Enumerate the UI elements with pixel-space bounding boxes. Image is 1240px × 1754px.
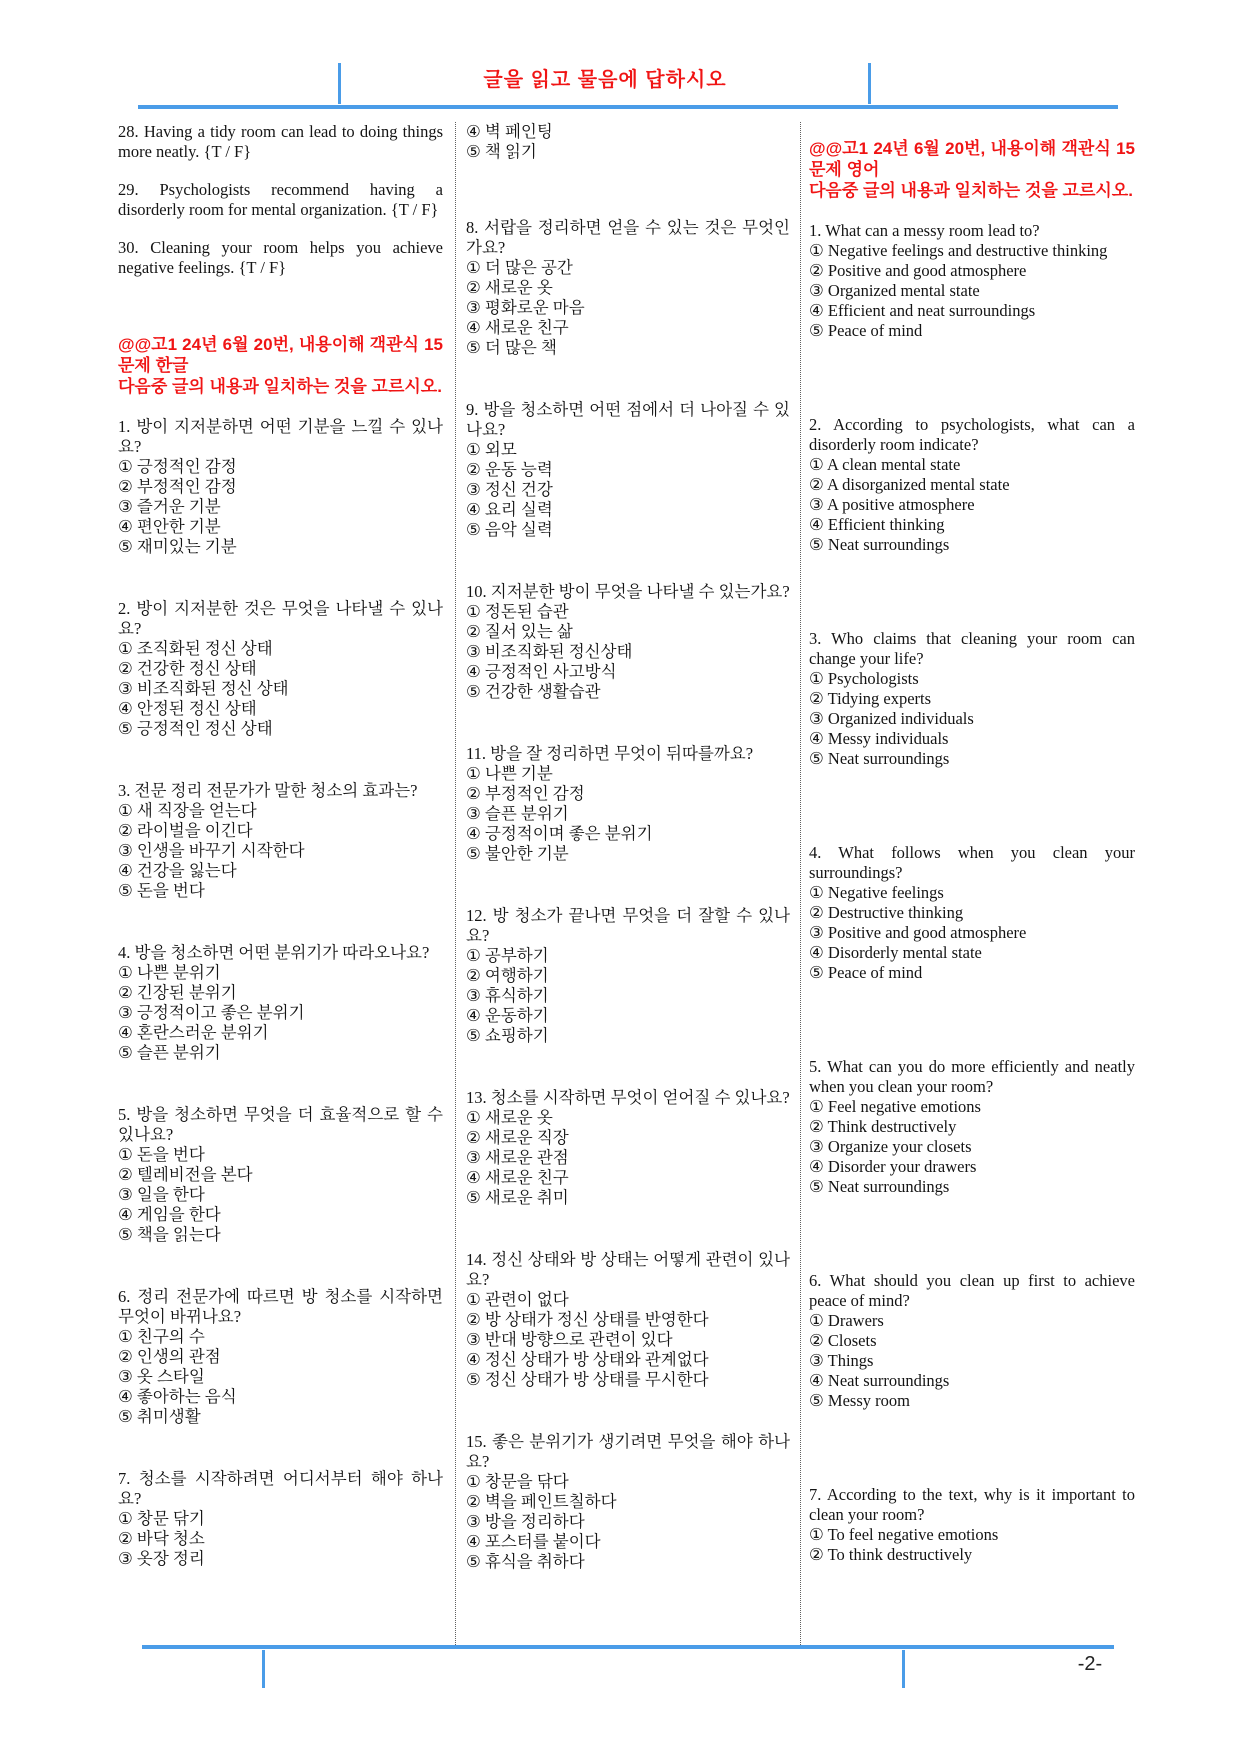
bottom-left-margin-tick [262, 1650, 265, 1688]
answer-option: ④ 게임을 한다 [118, 1205, 221, 1224]
answer-option: ④ 운동하기 [466, 1006, 549, 1025]
answer-option: ③ 새로운 관점 [466, 1148, 569, 1167]
question-block [118, 417, 443, 557]
answer-option: ② 라이벌을 이긴다 [118, 821, 253, 840]
answer-option: ⑤ 쇼핑하기 [466, 1026, 549, 1045]
answer-option: ⑤ 돈을 번다 [118, 881, 205, 900]
continued-options-block [466, 122, 790, 162]
answer-option: ① Negative feelings and destructive thinking [809, 241, 1108, 260]
answer-option: ④ 벽 페인팅 [466, 122, 553, 141]
answer-option: ① 돈을 번다 [118, 1145, 205, 1164]
answer-option: ① 긍정적인 감정 [118, 457, 237, 476]
answer-option: ③ Things [809, 1351, 874, 1370]
question-text: 3. Who claims that cleaning your room can change your life? [809, 629, 1135, 668]
section-heading-instruction: 다음중 글의 내용과 일치하는 것을 고르시오. [809, 181, 1133, 200]
answer-option: ① 창문 닦기 [118, 1509, 205, 1528]
true-false-question-block [118, 238, 443, 278]
answer-option: ② 새로운 직장 [466, 1128, 569, 1147]
question-block [466, 744, 790, 864]
question-block [466, 1088, 790, 1208]
question-text: 12. 방 청소가 끝나면 무엇을 더 잘할 수 있나요? [466, 906, 790, 945]
answer-option: ① 새 직장을 얻는다 [118, 801, 257, 820]
answer-option: ② 여행하기 [466, 966, 549, 985]
answer-option: ② 방 상태가 정신 상태를 반영한다 [466, 1310, 709, 1329]
section-heading-title: @@고1 24년 6월 20번, 내용이해 객관식 15문제 영어 [809, 139, 1135, 179]
tf-question-text: 30. Cleaning your room helps you achieve negative feelings. {T / F} [118, 238, 443, 277]
answer-option: ② 바닥 청소 [118, 1529, 205, 1548]
answer-option: ① 나쁜 기분 [466, 764, 553, 783]
question-text: 2. According to psychologists, what can a disorderly room indicate? [809, 415, 1135, 454]
answer-option: ⑤ Neat surroundings [809, 749, 950, 768]
answer-option: ② Destructive thinking [809, 903, 964, 922]
question-block [809, 1271, 1135, 1411]
answer-option: ③ Organize your closets [809, 1137, 972, 1156]
answer-option: ① Drawers [809, 1311, 884, 1330]
answer-option: ③ 인생을 바꾸기 시작한다 [118, 841, 305, 860]
answer-option: ④ 긍정적인 사고방식 [466, 662, 617, 681]
answer-option: ⑤ 더 많은 책 [466, 338, 557, 357]
answer-option: ① 더 많은 공간 [466, 258, 573, 277]
answer-option: ② 질서 있는 삶 [466, 622, 573, 641]
three-column-content [118, 122, 1135, 1645]
answer-option: ② 건강한 정신 상태 [118, 659, 257, 678]
question-block [466, 582, 790, 702]
answer-option: ① 외모 [466, 440, 517, 459]
answer-option: ④ Disorder your drawers [809, 1157, 977, 1176]
answer-option: ④ Neat surroundings [809, 1371, 950, 1390]
question-text: 15. 좋은 분위기가 생기려면 무엇을 해야 하나요? [466, 1432, 790, 1471]
answer-option: ④ Messy individuals [809, 729, 949, 748]
answer-option: ③ A positive atmosphere [809, 495, 975, 514]
true-false-question-block [118, 122, 443, 162]
answer-option: ① 정돈된 습관 [466, 602, 569, 621]
top-right-margin-tick [868, 63, 871, 104]
answer-option: ④ 정신 상태가 방 상태와 관계없다 [466, 1350, 709, 1369]
question-text: 7. According to the text, why is it important to clean your room? [809, 1485, 1135, 1524]
answer-option: ④ Efficient and neat surroundings [809, 301, 1036, 320]
page-number: -2- [1077, 1653, 1103, 1675]
question-text: 14. 정신 상태와 방 상태는 어떻게 관련이 있나요? [466, 1250, 790, 1289]
question-text: 1. 방이 지저분하면 어떤 기분을 느낄 수 있나요? [118, 417, 443, 456]
question-text: 5. What can you do more efficiently and neatly when you clean your room? [809, 1057, 1135, 1096]
question-block [466, 1432, 790, 1572]
answer-option: ① 친구의 수 [118, 1327, 205, 1346]
footer-divider-rule [142, 1645, 1114, 1649]
answer-option: ③ Organized mental state [809, 281, 980, 300]
question-text: 6. What should you clean up first to achieve peace of mind? [809, 1271, 1135, 1310]
answer-option: ④ 긍정적이며 좋은 분위기 [466, 824, 653, 843]
answer-option: ⑤ 재미있는 기분 [118, 537, 237, 556]
answer-option: ⑤ 휴식을 취하다 [466, 1552, 585, 1571]
question-text: 10. 지저분한 방이 무엇을 나타낼 수 있는가요? [466, 582, 790, 601]
answer-option: ③ 비조직화된 정신상태 [466, 642, 633, 661]
answer-option: ② To think destructively [809, 1545, 973, 1564]
answer-option: ⑤ 건강한 생활습관 [466, 682, 601, 701]
section-heading-instruction: 다음중 글의 내용과 일치하는 것을 고르시오. [118, 377, 442, 396]
question-text: 4. What follows when you clean your surroundings? [809, 843, 1135, 882]
column-korean-questions-middle [455, 122, 800, 1645]
question-block [118, 943, 443, 1063]
answer-option: ③ 평화로운 마음 [466, 298, 585, 317]
answer-option: ③ 방을 정리하다 [466, 1512, 585, 1531]
question-block [809, 843, 1135, 983]
answer-option: ③ 일을 한다 [118, 1185, 205, 1204]
answer-option: ③ Organized individuals [809, 709, 974, 728]
answer-option: ③ 휴식하기 [466, 986, 549, 1005]
answer-option: ③ Positive and good atmosphere [809, 923, 1027, 942]
column-english-questions-right [800, 122, 1135, 1645]
question-text: 2. 방이 지저분한 것은 무엇을 나타낼 수 있나요? [118, 599, 443, 638]
answer-option: ③ 정신 건강 [466, 480, 553, 499]
question-block [809, 1485, 1135, 1565]
answer-option: ② Positive and good atmosphere [809, 261, 1027, 280]
question-block [118, 1105, 443, 1245]
question-block [118, 1287, 443, 1427]
answer-option: ⑤ 책 읽기 [466, 142, 537, 161]
answer-option: ⑤ Messy room [809, 1391, 910, 1410]
answer-option: ① Psychologists [809, 669, 919, 688]
answer-option: ④ 안정된 정신 상태 [118, 699, 257, 718]
true-false-question-block [118, 180, 443, 220]
question-block [809, 629, 1135, 769]
answer-option: ⑤ 취미생활 [118, 1407, 201, 1426]
answer-option: ① 공부하기 [466, 946, 549, 965]
answer-option: ⑤ 긍정적인 정신 상태 [118, 719, 273, 738]
answer-option: ⑤ 정신 상태가 방 상태를 무시한다 [466, 1370, 709, 1389]
answer-option: ④ Disorderly mental state [809, 943, 982, 962]
answer-option: ④ 요리 실력 [466, 500, 553, 519]
answer-option: ② 긴장된 분위기 [118, 983, 237, 1002]
answer-option: ① 창문을 닦다 [466, 1472, 569, 1491]
question-block [118, 1469, 443, 1569]
answer-option: ② Closets [809, 1331, 877, 1350]
answer-option: ④ 새로운 친구 [466, 318, 569, 337]
question-text: 8. 서랍을 정리하면 얻을 수 있는 것은 무엇인가요? [466, 218, 790, 257]
answer-option: ③ 비조직화된 정신 상태 [118, 679, 289, 698]
answer-option: ⑤ 슬픈 분위기 [118, 1043, 221, 1062]
answer-option: ② 텔레비전을 본다 [118, 1165, 253, 1184]
question-text: 7. 청소를 시작하려면 어디서부터 해야 하나요? [118, 1469, 443, 1508]
answer-option: ⑤ Neat surroundings [809, 1177, 950, 1196]
answer-option: ⑤ 음악 실력 [466, 520, 553, 539]
question-text: 9. 방을 청소하면 어떤 점에서 더 나아질 수 있나요? [466, 400, 790, 439]
answer-option: ③ 긍정적이고 좋은 분위기 [118, 1003, 305, 1022]
answer-option: ③ 반대 방향으로 관련이 있다 [466, 1330, 673, 1349]
answer-option: ② A disorganized mental state [809, 475, 1010, 494]
answer-option: ④ 건강을 잃는다 [118, 861, 237, 880]
tf-question-text: 28. Having a tidy room can lead to doing things more neatly. {T / F} [118, 122, 443, 161]
answer-option: ③ 옷장 정리 [118, 1549, 205, 1568]
question-block [118, 599, 443, 739]
question-block [809, 221, 1135, 341]
answer-option: ① 조직화된 정신 상태 [118, 639, 273, 658]
answer-option: ② 벽을 페인트칠하다 [466, 1492, 617, 1511]
question-block [466, 1250, 790, 1390]
header-divider-rule [138, 105, 1118, 109]
section-heading-title: @@고1 24년 6월 20번, 내용이해 객관식 15문제 한글 [118, 335, 443, 375]
answer-option: ④ 새로운 친구 [466, 1168, 569, 1187]
answer-option: ⑤ Neat surroundings [809, 535, 950, 554]
answer-option: ③ 즐거운 기분 [118, 497, 221, 516]
answer-option: ④ 혼란스러운 분위기 [118, 1023, 269, 1042]
question-text: 11. 방을 잘 정리하면 무엇이 뒤따를까요? [466, 744, 754, 763]
section-heading-block [809, 138, 1135, 201]
answer-option: ① A clean mental state [809, 455, 961, 474]
answer-option: ⑤ 새로운 취미 [466, 1188, 569, 1207]
answer-option: ① 관련이 없다 [466, 1290, 569, 1309]
answer-option: ② 새로운 옷 [466, 278, 553, 297]
section-heading-block [118, 334, 443, 397]
answer-option: ① 새로운 옷 [466, 1108, 553, 1127]
answer-option: ③ 옷 스타일 [118, 1367, 205, 1386]
answer-option: ⑤ Peace of mind [809, 321, 923, 340]
answer-option: ① To feel negative emotions [809, 1525, 999, 1544]
question-text: 4. 방을 청소하면 어떤 분위기가 따라오나요? [118, 943, 430, 962]
answer-option: ⑤ Peace of mind [809, 963, 923, 982]
answer-option: ② 부정적인 감정 [466, 784, 585, 803]
question-block [466, 218, 790, 358]
answer-option: ④ 좋아하는 음식 [118, 1387, 237, 1406]
question-block [118, 781, 443, 901]
answer-option: ④ 편안한 기분 [118, 517, 221, 536]
question-block [466, 906, 790, 1046]
answer-option: ④ 포스터를 붙이다 [466, 1532, 601, 1551]
question-text: 5. 방을 청소하면 무엇을 더 효율적으로 할 수 있나요? [118, 1105, 443, 1144]
answer-option: ③ 슬픈 분위기 [466, 804, 569, 823]
answer-option: ⑤ 책을 읽는다 [118, 1225, 221, 1244]
answer-option: ② 운동 능력 [466, 460, 553, 479]
bottom-right-margin-tick [902, 1650, 905, 1688]
question-block [466, 400, 790, 540]
answer-option: ② Tidying experts [809, 689, 932, 708]
answer-option: ① 나쁜 분위기 [118, 963, 221, 982]
answer-option: ① Negative feelings [809, 883, 944, 902]
answer-option: ② 인생의 관점 [118, 1347, 221, 1366]
tf-question-text: 29. Psychologists recommend having a disorderly room for mental organization. {T / F} [118, 180, 443, 219]
column-korean-questions-left [118, 122, 455, 1645]
answer-option: ② 부정적인 감정 [118, 477, 237, 496]
question-block [809, 1057, 1135, 1197]
question-text: 13. 청소를 시작하면 무엇이 얻어질 수 있나요? [466, 1088, 790, 1107]
answer-option: ④ Efficient thinking [809, 515, 945, 534]
answer-option: ⑤ 불안한 기분 [466, 844, 569, 863]
question-text: 6. 정리 전문가에 따르면 방 청소를 시작하면 무엇이 바뀌나요? [118, 1287, 443, 1326]
question-text: 1. What can a messy room lead to? [809, 221, 1040, 240]
question-text: 3. 전문 정리 전문가가 말한 청소의 효과는? [118, 781, 418, 800]
question-block [809, 415, 1135, 555]
answer-option: ① Feel negative emotions [809, 1097, 981, 1116]
page-header-title: 글을 읽고 물음에 답하시오 [483, 68, 727, 91]
answer-option: ② Think destructively [809, 1117, 957, 1136]
